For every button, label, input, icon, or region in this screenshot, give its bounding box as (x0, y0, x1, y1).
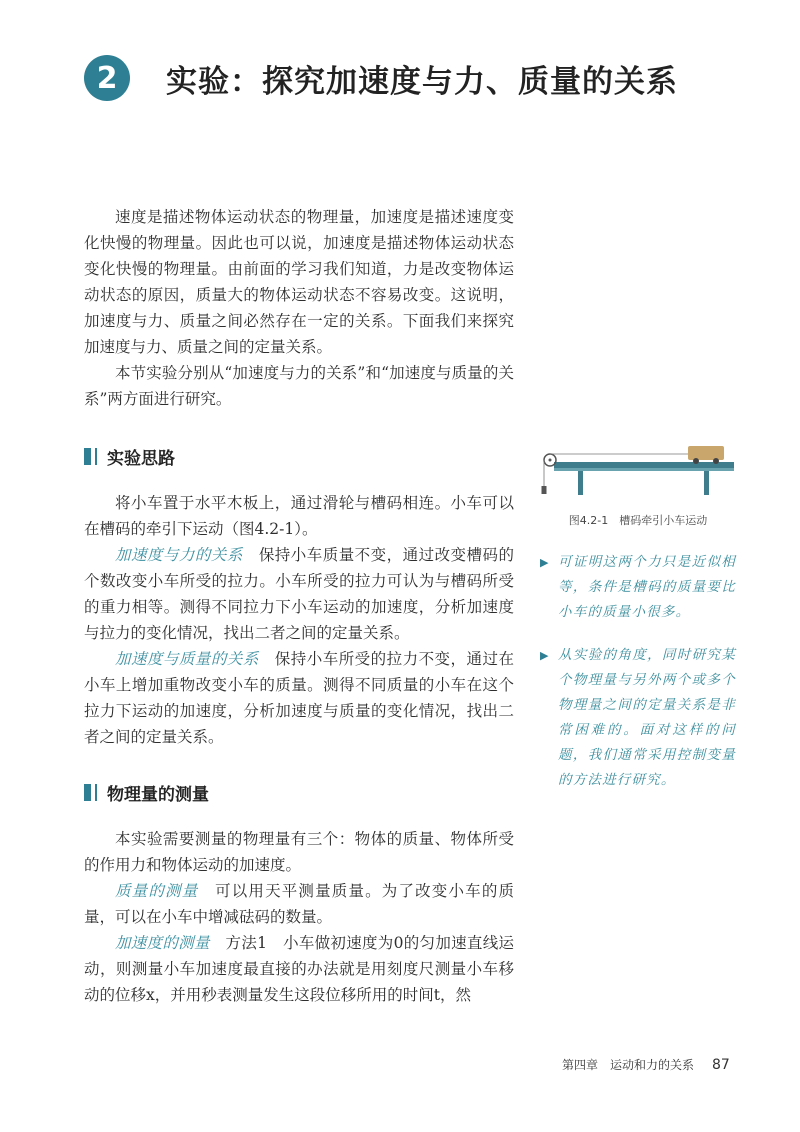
section-number-badge: 2 (84, 55, 130, 101)
keyword-label: 加速度与质量的关系 (115, 650, 259, 668)
paragraph-text: 可以用天平测量质量。为了改变小车的质量，可以在小车中增减砝码的数量。 (84, 882, 514, 926)
section-title: 物理量的测量 (107, 784, 209, 805)
heading-marker-icon (84, 448, 91, 465)
measure-paragraph-2 (84, 878, 514, 930)
chapter-label: 第四章 运动和力的关系 (562, 1058, 695, 1072)
cart-wheel (693, 458, 699, 464)
idea-paragraph-3 (84, 646, 514, 750)
measure-paragraph-1: 本实验需要测量的物理量有三个：物体的质量、物体所受的作用力和物体运动的加速度。 (84, 830, 514, 874)
page-number: 87 (712, 1056, 730, 1073)
table-edge (554, 468, 734, 471)
table-leg (704, 471, 709, 495)
section-header (84, 48, 678, 108)
triangle-right-icon: ▶ (540, 649, 549, 662)
cart-icon (688, 446, 724, 460)
figure-cart-pulley (540, 440, 736, 504)
paragraph-text: 保持小车质量不变，通过改变槽码的个数改变小车所受的拉力。小车所受的拉力可认为与槽码所受的重力相等。测得不同拉力下小车运动的加速度，分析加速度与拉力的变化情况，找出二者之间的定量关系。 (84, 546, 514, 642)
triangle-right-icon: ▶ (540, 556, 549, 569)
paragraph-text: 方法1 小车做初速度为0的匀加速直线运动，则测量小车加速度最直接的办法就是用刻度尺测量小车移动的位移x，并用秒表测量发生这段位移所用的时间t，然 (84, 934, 514, 1004)
intro-paragraph-2: 本节实验分别从“加速度与力的关系”和“加速度与质量的关系”两方面进行研究。 (84, 364, 514, 408)
paragraph-text: 保持小车所受的拉力不变，通过在小车上增加重物改变小车的质量。测得不同质量的小车在这个拉力下运动的加速度，分析加速度与质量的变化情况，找出二者之间的定量关系。 (84, 650, 514, 746)
side-note-2 (540, 643, 736, 793)
keyword-label: 加速度的测量 (115, 934, 210, 952)
heading-marker-icon (84, 784, 91, 801)
sidebar (540, 440, 736, 793)
table-top (554, 462, 734, 468)
side-note-1 (540, 550, 736, 625)
note-text: 可证明这两个力只是近似相等，条件是槽码的质量要比小车的质量小很多。 (558, 554, 736, 620)
heading-marker-icon (95, 448, 97, 465)
page-footer (562, 1056, 730, 1073)
hook-weight-icon (542, 486, 547, 494)
keyword-label: 质量的测量 (115, 882, 199, 900)
section-heading-idea (84, 440, 514, 472)
figure-caption: 图4.2-1 槽码牵引小车运动 (568, 514, 708, 527)
note-text: 从实验的角度，同时研究某个物理量与另外两个或多个物理量之间的定量关系是非常困难的。面对这样的问题，我们通常采用控制变量的方法进行研究。 (558, 647, 736, 788)
table-leg (578, 471, 583, 495)
page-title: 实验：探究加速度与力、质量的关系 (166, 63, 678, 100)
measure-paragraph-3 (84, 930, 514, 1008)
section-title: 实验思路 (107, 448, 175, 469)
heading-marker-icon (95, 784, 97, 801)
intro-paragraph-1: 速度是描述物体运动状态的物理量，加速度是描述速度变化快慢的物理量。因此也可以说，加速度是描述物体运动状态变化快慢的物理量。由前面的学习我们知道，力是改变物体运动状态的原因，质量大的物体运动状态不容易改变。这说明，加速度与力、质量之间必然存在一定的关系。下面我们来探究加速度与力、质量之间的定量关系。 (84, 208, 514, 356)
pulley-axle (549, 459, 552, 462)
keyword-label: 加速度与力的关系 (115, 546, 243, 564)
cart-wheel (713, 458, 719, 464)
cart-pulley-illustration (540, 440, 736, 504)
main-column (84, 204, 514, 1008)
section-heading-measurement (84, 776, 514, 808)
idea-paragraph-2 (84, 542, 514, 646)
idea-paragraph-1: 将小车置于水平木板上，通过滑轮与槽码相连。小车可以在槽码的牵引下运动（图4.2-1）。 (84, 494, 514, 538)
